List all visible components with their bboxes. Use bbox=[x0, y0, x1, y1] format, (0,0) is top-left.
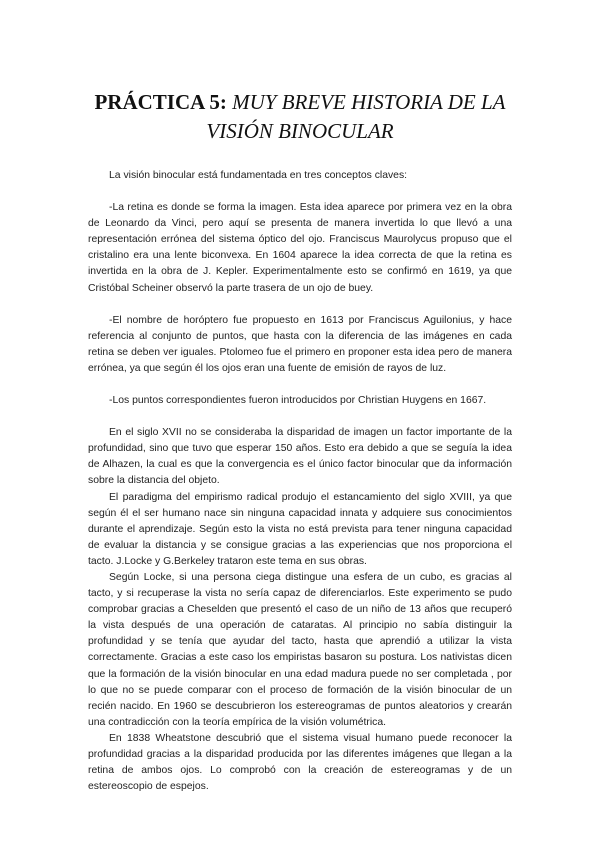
paragraph-locke: Según Locke, si una persona ciega distingue una esfera de un cubo, es gracias al tacto, y si recuperase la vista no sería capaz de diferenciarlos. Este experimento se pudo comprobar gracias a Cheselden que presentó el caso de un niño de 13 años que recuperó la vista después de una operación de cataratas. Al principio no sabía distinguir la profundidad y se tenía que ayudar del tacto, hasta que aprendió a utilizar la vista correctamente. Gracias a este caso los empiristas basaron su postura. Los nativistas dicen que la formación de la visión binocular en una edad madura puede no ser completada , por lo que no se puede comparar con el proceso de formación de la visión binocular de un recién nacido. En 1960 se descubrieron los estereogramas de puntos aleatorios y crearán una contradicción con la teoría empírica de la visión volumétrica. bbox=[88, 571, 512, 728]
paragraph-puntos-correspondientes: -Los puntos correspondientes fueron introducidos por Christian Huygens en 1667. bbox=[109, 395, 487, 407]
page-title bbox=[60, 88, 540, 146]
paragraph-empirismo: El paradigma del empirismo radical produjo el estancamiento del siglo XVIII, ya que según él el ser humano nace sin ninguna capacidad innata y adquiere sus conocimientos durante el aprendizaje. Según esto la vista no está prevista para tener ninguna capacidad de evaluar la distancia y se consigue gracias a las experiencias que nos proporciona el tacto. J.Locke y G.Berkeley trataron este tema en sus obras. bbox=[88, 491, 512, 567]
title-italic: MUY BREVE HISTORIA DE LA VISIÓN BINOCULAR bbox=[206, 90, 506, 143]
paragraph-siglo-xvii: En el siglo XVII no se consideraba la disparidad de imagen un factor importante de la profundidad, sino que tuvo que esperar 150 años. Esto era debido a que se seguía la idea de Alhazen, la cual es que la convergencia es el único factor binocular que da información sobre la distancia del objeto. bbox=[88, 427, 512, 487]
document-body bbox=[88, 168, 512, 795]
title-prefix: PRÁCTICA 5: bbox=[94, 90, 227, 114]
paragraph-intro: La visión binocular está fundamentada en tres conceptos claves: bbox=[109, 170, 408, 181]
paragraph-wheatstone: En 1838 Wheatstone descubrió que el sistema visual humano puede reconocer la profundidad gracias a la disparidad producida por las diferentes imágenes que llegan a la retina de ambos ojos. Lo comprobó con la creación de estereogramas y de un estereoscopio de espejos. bbox=[88, 732, 512, 793]
paragraph-retina: -La retina es donde se forma la imagen. Esta idea aparece por primera vez en la obra de Leonardo da Vinci, pero aquí se presenta de manera invertida lo que llevó a una representación errónea del sistema óptico del ojo. Franciscus Maurolycus propuso que el cristalino era una lente biconvexa. En 1604 aparece la idea correcta de que la retina es invertida en la obra de J. Kepler. Experimentalmente esto se confirmó en 1619, ya que Cristóbal Scheiner observó la parte trasera de un ojo de buey. bbox=[88, 202, 512, 294]
paragraph-horoptero: -El nombre de horóptero fue propuesto en 1613 por Franciscus Aguilonius, y hace referencia al conjunto de puntos, que hasta con la diferencia de las imágenes en cada retina se deben ver iguales. Ptolomeo fue el primero en proponer esta idea pero de manera errónea, ya que según él los ojos eran una fuente de emisión de rayos de luz. bbox=[88, 314, 512, 374]
